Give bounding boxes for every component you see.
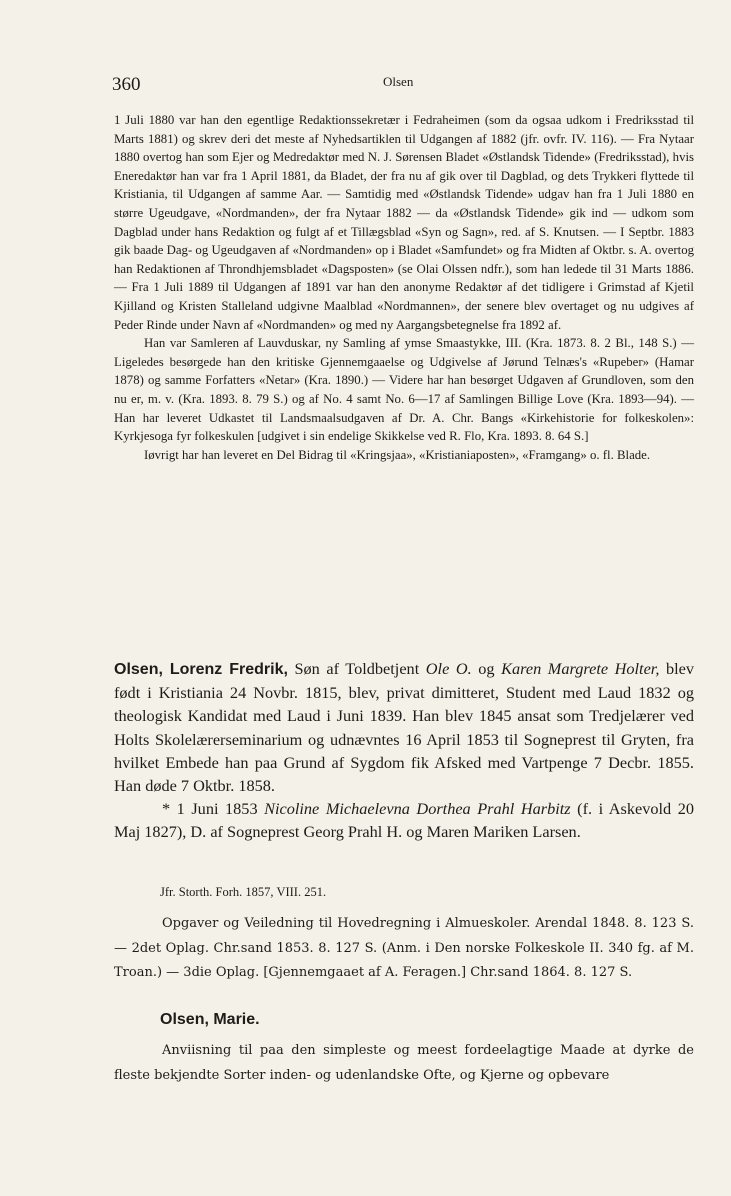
page-number: 360 [112,74,141,95]
mother-name: Karen Margrete Holter, [501,659,660,678]
father-name: Ole O. [425,659,472,678]
paragraph-contributions: Iøvrigt har han leveret en Del Bidrag til «Kringsjaa», «Kristianiaposten», «Framgang» o. fl. Blade. [144,447,651,462]
entry-name: Olsen, Lorenz Fredrik, [114,661,288,678]
wife-name: Nicoline Michaelevna Dorthea Prahl Harbitz [264,799,571,819]
work-title: Opgaver og Veiledning til Hovedregning i Almueskoler. Arendal 1848. 8. 123 S. — 2det Oplag. Chr.sand 1853. 8. 127 S. (Anm. i Den norske Folkeskole II. 340 fg. af M. Troan.) — 3die Oplag. [Gjennemgaaet af A. Feragen.] Chr.sand 1864. 8. 127 S. [114,916,694,980]
marriage-paragraph: * 1 Juni 1853 Nicoline Michaelevna Dorthea Prahl Harbitz (f. i Askevold 20 Maj 1827), D. af Sogneprest Georg Prahl H. og Maren Mariken Larsen. [114,799,694,842]
bibliography-lorenz [114,912,694,986]
entry-marie-olsen-name: Olsen, Marie. [160,1011,260,1028]
work-title: Anviisning til paa den simpleste og meest fordeelagtige Maade at dyrke de fleste bekjendte Sorter inden- og udenlandske Ofte, og Kjerne og opbevare [114,1043,694,1083]
biography-paragraph: Olsen, Lorenz Fredrik, Søn af Toldbetjent Ole O. og Karen Margrete Holter, blev født i Kristiania 24 Novbr. 1815, blev, privat dimitteret, Student med Laud 1832 og theologisk Kandidat med Laud i Juni 1839. Han blev 1845 ansat som Tredjelærer ved Holts Skolelærerseminarium og udnævntes 16 April 1853 til Sogneprest til Gryten, fra hvilket Embede han paa Grund af Sygdom fik Afsked med Vartpenge 7 Decbr. 1855. Han døde 7 Oktbr. 1858. [114,659,695,796]
previous-entry-text [114,111,694,464]
paragraph-editorial-career: 1 Juli 1880 var han den egentlige Redaktionssekretær i Fedraheimen (som da ogsaa udkom i Fredriksstad til Marts 1881) og skrev deri det meste af Nyhedsartiklen til Udgangen af 1882 (jfr. ovfr. IV. 116). — Fra Nytaar 1880 overtog han som Ejer og Medredaktør med N. J. Sørensen Bladet «Østlandsk Tidende» (Fredriksstad), hvis Eneredaktør han var fra 1 April 1881, da Bladet, der fra nu af gik over til Dagblad, og dets Trykkeri flyttede til Kristiania, til Udgangen af samme Aar. — Samtidig med «Østlandsk Tidende» udgav han fra 1 Juli 1880 en større Ugeudgave, «Nordmanden», der fra Nytaar 1882 — da «Østlandsk Tidende» gik ind — udkom som Dagblad under hans Redaktion og fulgt af et Tillægsblad «Syn og Sagn», red. af S. Knutsen. — I Septbr. 1883 gik baade Dag- og Ugeudgaven af «Nordmanden» op i Bladet «Samfundet» og fra Midten af Oktbr. s. A. overtog han Redaktionen af Throndhjemsbladet «Dagsposten» (se Olai Olssen ndfr.), som han ledede til 31 Marts 1886. — Fra 1 Juli 1889 til Udgangen af 1891 var han den anonyme Redaktør af det tidligere i Grimstad af Kjetil Kjilland og Kristen Stalleland udgivne Maalblad «Nordmannen», der senere blev overtaget og nu udgives af Peder Rinde under Navn af «Nordmanden» og med ny Aargangsbetegnelse fra 1892 af. [114,113,694,332]
running-head: Olsen [383,74,414,89]
source-reference: Jfr. Storth. Forh. 1857, VIII. 251. [160,885,327,899]
paragraph-publications: Han var Samleren af Lauvduskar, ny Samling af ymse Smaastykke, III. (Kra. 1873. 8. 2 Bl., 148 S.) — Ligeledes besørgede han den kritiske Gjennemgaaelse og Udgivelse af Jørund Telnæs's «Rupeber» (Hamar 1878) og samme Forfatters «Netar» (Kra. 1890.) — Videre har han besørget Udgaven af Grundloven, som den nu er, m. v. (Kra. 1893. 8. 79 S.) og af No. 4 samt No. 6—17 af Samlingen Billige Love (Kra. 1893—94). — Han har leveret Udkastet til Landsmaalsudgaven af Dr. A. Chr. Bangs «Kirkehistorie for folkeskolen»: Kyrkjesoga fyr folkeskulen [udgivet i sin endelige Skikkelse ved R. Flo, Kra. 1893. 8. 64 S.] [114,336,694,444]
bibliography-marie [114,1039,694,1088]
entry-lorenz-fredrik-olsen [114,657,694,844]
